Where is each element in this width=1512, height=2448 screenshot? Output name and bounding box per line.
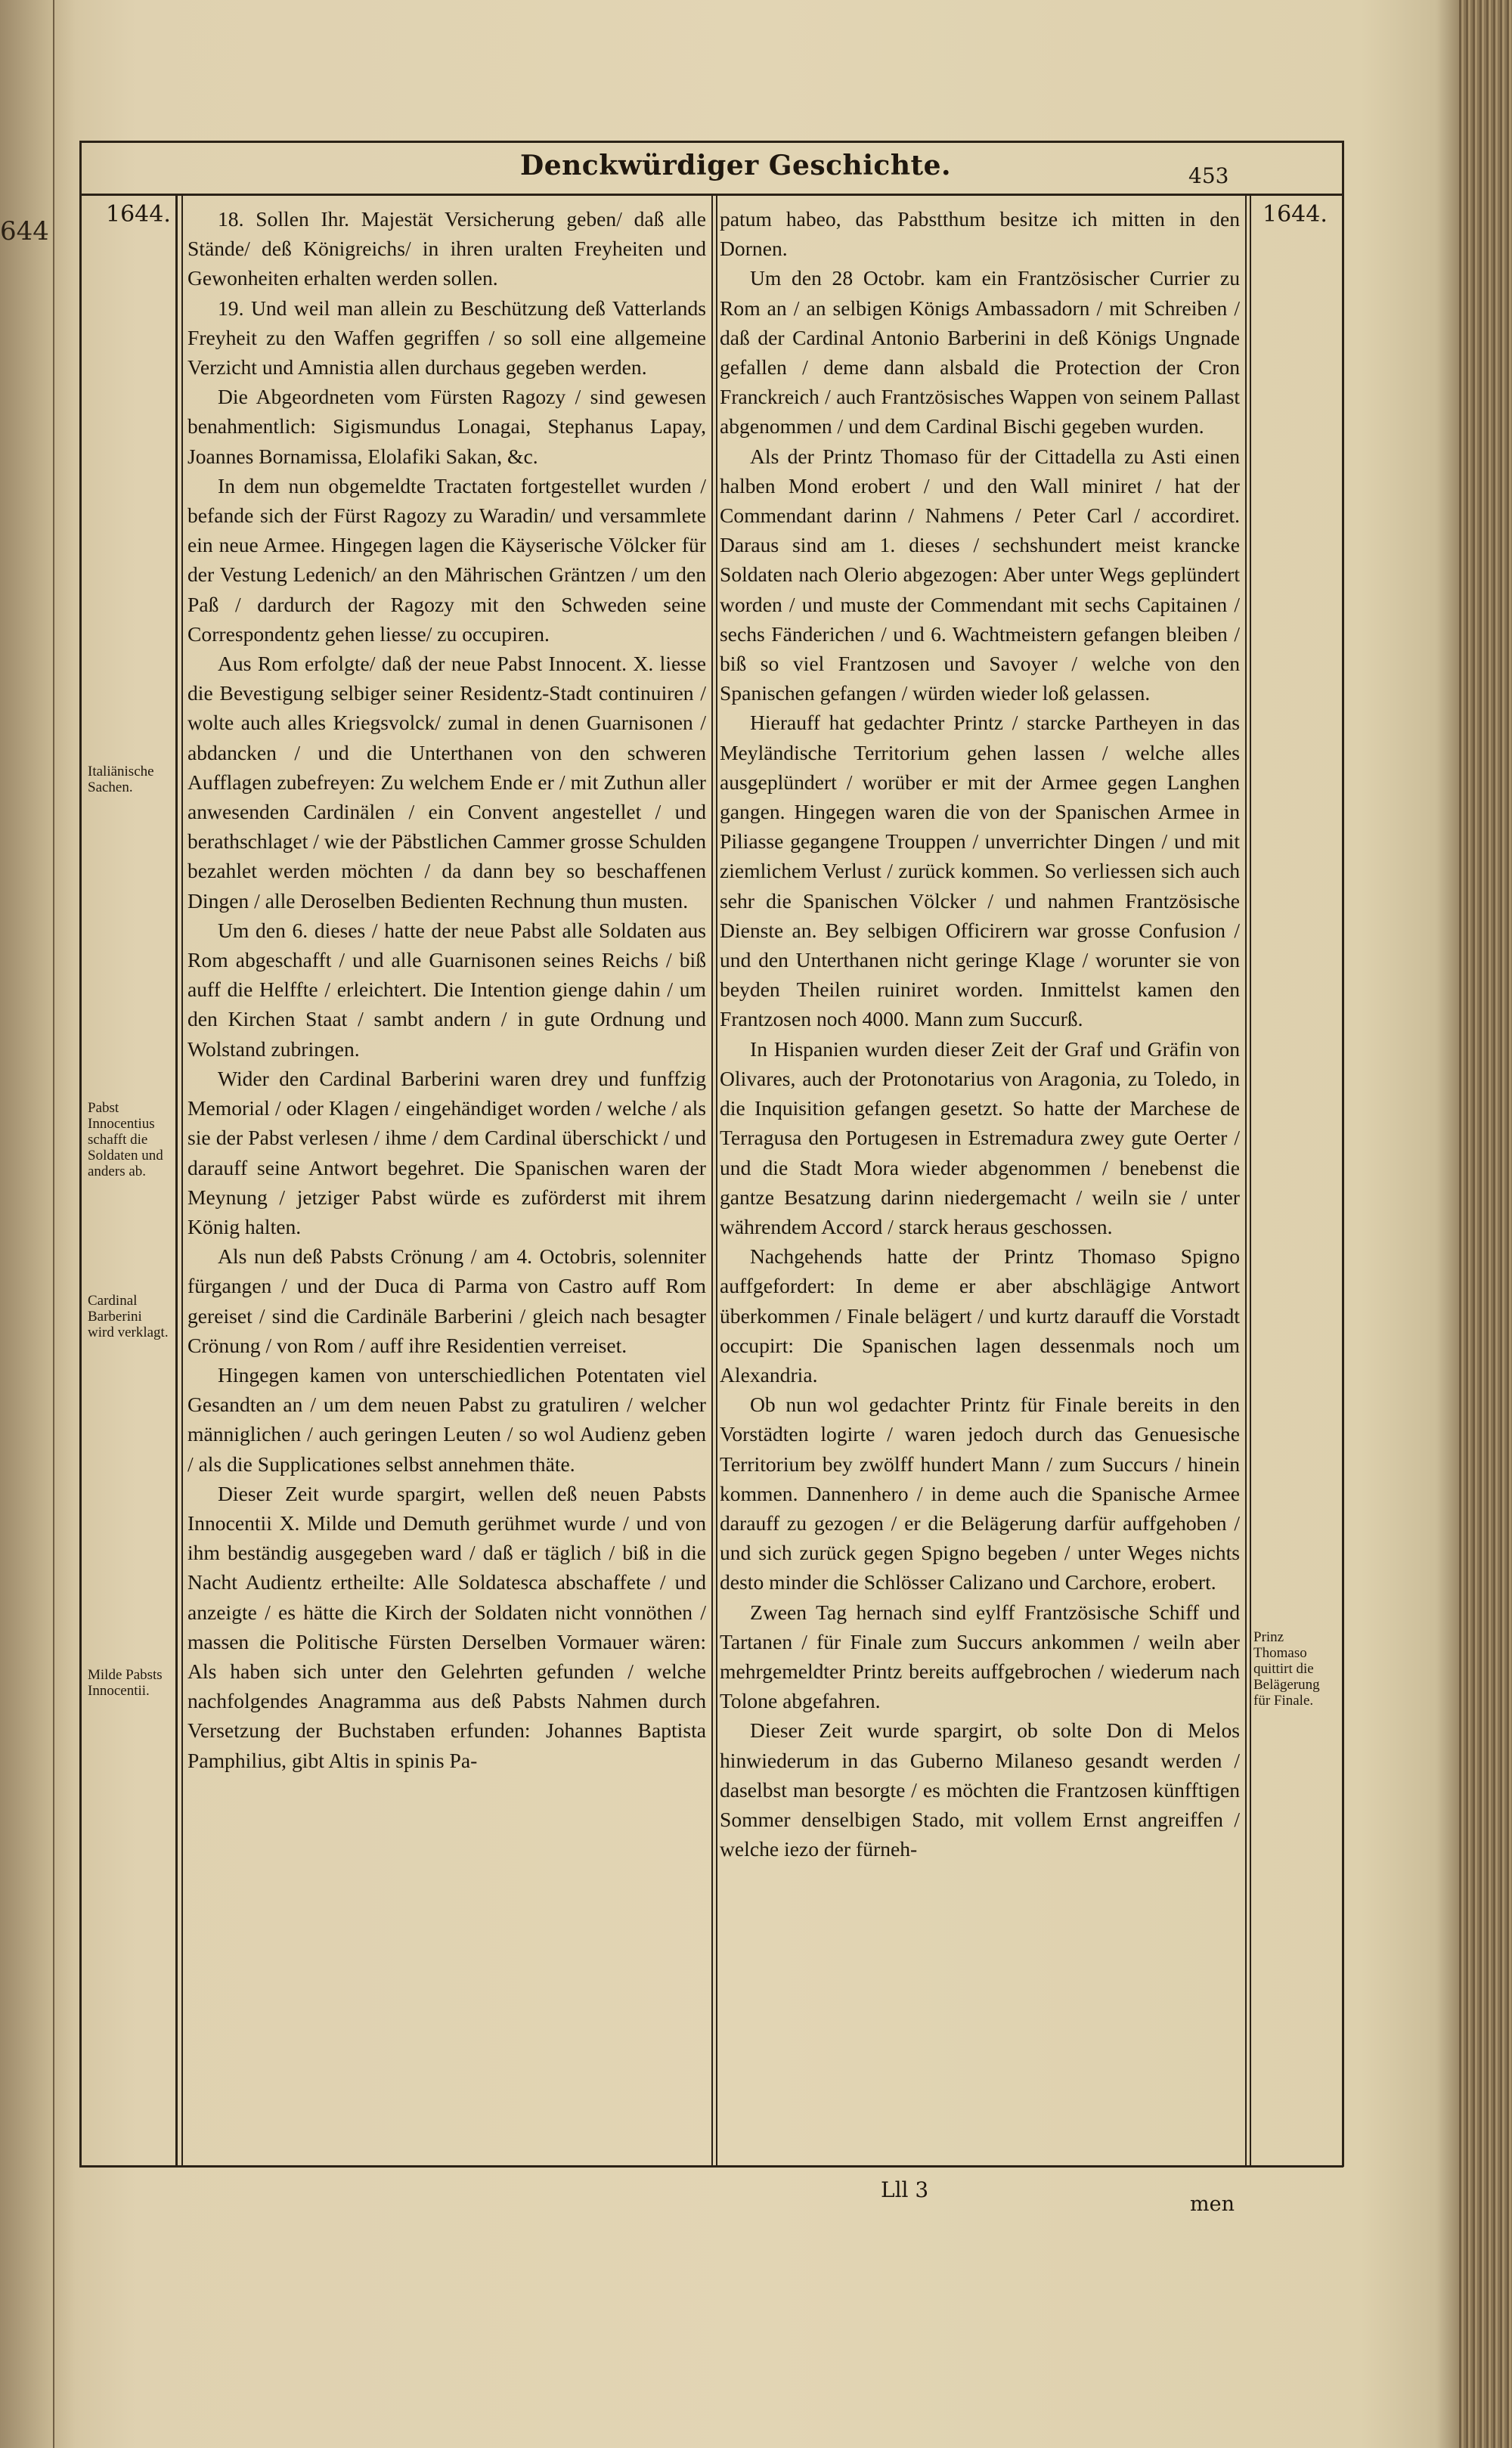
left-margin-rule	[175, 194, 178, 2167]
paragraph: Als nun deß Pabsts Crönung / am 4. Octobris, solenniter fürgangen / und der Duca di Parma von Castro auff Rom gereiset / sind die Cardinäle Barberini / gleich nach besagter Crönung / von Rom / auff ihre Residentien verreiset.	[187, 1244, 706, 1357]
outer-left-rule	[79, 141, 82, 2167]
page-stack-edges	[1459, 0, 1512, 2448]
previous-page-year: 644	[0, 216, 49, 246]
paragraph: Hierauff hat gedachter Printz / starcke Partheyen in das Meyländische Territorium gehen lassen / welche alles ausgeplündert / worüber er mit der Armee gegen Langhen gangen. Hingegen waren die von der Spanischen Armee in Piliasse gegangene Trouppen / unverrichter Dingen / und mit ziemlichem Verlust / zurück kommen. So verliessen sich auch sehr die Spanischen Völcker / und nahmen Frantzösische Dienste an. Bey selbigen Officirern war grosse Confusion / und den Unterthanen nicht geringe Klage / worunter sie von beyden Theilen ruiniret worden. Inmittelst kamen den Frantzosen noch 4000. Mann zum Succurß.	[720, 711, 1240, 1031]
paragraph: Hingegen kamen von unterschiedlichen Potentaten viel Gesandten an / um dem neuen Pabst zu gratuliren / welcher männiglichen / auch geringen Leuten / so wol Audienz geben / als die Supplicationes selbst annehmen thäte.	[187, 1362, 706, 1476]
paragraph: Dieser Zeit wurde spargirt, wellen deß neuen Pabsts Innocentii X. Milde und Demuth gerühmet wurde / und von ihm beständig ausgegeben ward / daß er täglich / biß in die Nacht Audientz ertheilte: Alle Soldatesca abschaffete / und anzeigte / es hätte die Kirch der Soldaten nicht vonnöthen / massen die Politische Fürsten Derselben Vormauer wären: Als haben sich unter den Gelehrten gefunden / welche nachfolgendes Anagramma aus deß Pabsts Nahmen durch Versetzung der Buchstaben erfunden: Johannes Baptista Pamphilius, gibt Altis in spinis Pa-	[187, 1481, 706, 1772]
paragraph: Aus Rom erfolgte/ daß der neue Pabst Innocent. X. liesse die Bevestigung selbiger seiner Residentz-Stadt continuiren / wolte auch alles Kriegsvolck/ zumal in denen Guarnisonen / abdancken / und die Unterthanen von den schweren Aufflagen zubefreyen: Zu welchem Ende er / mit Zuthun aller anwesenden Cardinälen / ein Convent angestellet / und berathschlaget / wie der Päbstlichen Cammer grosse Schulden bezahlet werden möchten / da dann bey so beschaffenen Dingen / alle Deroselben Bedienten Rechnung thun musten.	[187, 652, 706, 913]
paragraph: Um den 28 Octobr. kam ein Frantzösischer Currier zu Rom an / an selbigen Königs Ambassadorn / mit Schreiben / daß der Cardinal Antonio Barberini in deß Königs Ungnade gefallen / deme dann alsbald die Protection der Cron Franckreich / auch Frantzösisches Wappen von seinem Pallast abgenommen / und dem Cardinal Bischi gegeben wurden.	[720, 266, 1240, 438]
top-rule	[79, 141, 1343, 143]
margin-note-pope-soldiers: Pabst Innocentius schafft die Soldaten und anders ab.	[88, 1100, 163, 1179]
year-left: 1644.	[106, 201, 171, 228]
paragraph: In Hispanien wurden dieser Zeit der Graf und Gräfin von Olivares, auch der Protonotarius von Aragonia, zu Toledo, in die Inquisition gefangen gesetzt. So hatte der Marchese de Terragusa den Portugesen in Estremadura zwey gute Oerter / und die Stadt Mora wieder abgenommen / benebenst die gantze Besatzung darinn niedergemacht / weiln sie / unter währendem Accord / starck heraus geschossen.	[720, 1037, 1240, 1238]
column-divider-rule-inner	[716, 194, 717, 2167]
paragraph: Zween Tag hernach sind eylff Frantzösische Schiff und Tartanen / für Finale zum Succurs ankommen / weiln aber mehrgemeldter Printz bereits auffgebrochen / wiederum nach Tolone abgefahren.	[720, 1600, 1240, 1713]
margin-note-italian: Italiänische Sachen.	[88, 764, 154, 795]
outer-right-rule	[1342, 141, 1344, 2167]
signature-mark: Lll 3	[881, 2177, 929, 2202]
right-margin-rule-inner	[1250, 194, 1251, 2167]
catchword: men	[1190, 2192, 1235, 2216]
previous-page-edge	[0, 0, 54, 2448]
paragraph: Um den 6. dieses / hatte der neue Pabst alle Soldaten aus Rom abgeschafft / und alle Guarnisonen seines Reichs / biß auff die Helffte / erleichtert. Die Intention gienge dahin / um den Kirchen Staat / sambt andern / in gute Ordnung und Wolstand zubringen.	[187, 918, 706, 1061]
page-number: 453	[1188, 163, 1229, 188]
margin-note-thomaso-finale: Prinz Thomaso quittirt die Belägerung für Finale.	[1253, 1629, 1320, 1709]
running-head: Denckwürdiger Geschichte.	[520, 150, 952, 181]
paragraph: In dem nun obgemeldte Tractaten fortgestellet wurden / befande sich der Fürst Ragozy zu Waradin/ und versammlete ein neue Armee. Hingegen lagen die Käyserische Völcker für der Vestung Ledenich/ an den Mährischen Gräntzen / um den Paß / dardurch der Ragozy mit den Schweden seine Correspondentz gehen liesse/ zu occupiren.	[187, 473, 706, 646]
paragraph: Die Abgeordneten vom Fürsten Ragozy / sind gewesen benahmentlich: Sigismundus Lonagai, Stephanus Lapay, Joannes Bornamissa, Elolafiki Sakan, &c.	[187, 385, 706, 468]
paragraph: Als der Printz Thomaso für der Cittadella zu Asti einen halben Mond erobert / und den Wall miniret / hat der Commendant darinn / Nahmens / Peter Carl / accordiret. Daraus sind am 1. dieses / sechshundert meist krancke Soldaten nach Olerio abgezogen: Aber unter Wegs geplündert worden / und muste der Commendant mit sechs Capitainen / sechs Fänderichen / und 6. Wachtmeistern gefangen bleiben / biß so viel Frantzosen und Savoyer / welche von den Spanischen gefangen / würden wieder loß gelassen.	[720, 444, 1240, 705]
left-margin-rule-inner	[181, 194, 183, 2167]
margin-note-barberini: Cardinal Barberini wird verklagt.	[88, 1293, 169, 1340]
margin-note-innocent-mildness: Milde Pabsts Innocentii.	[88, 1667, 163, 1699]
paragraph: 18. Sollen Ihr. Majestät Versicherung geben/ daß alle Stände/ deß Königreichs/ in ihren uralten Freyheiten und Gewonheiten erhalten werden sollen.	[187, 207, 706, 290]
column-divider-rule	[711, 194, 713, 2167]
paragraph: patum habeo, das Pabstthum besitze ich mitten in den Dornen.	[720, 207, 1240, 261]
paragraph: Dieser Zeit wurde spargirt, ob solte Don di Melos hinwiederum in das Guberno Milaneso gesandt werden / daselbst man besorgte / es möchten die Frantzosen künfftigen Sommer denselbigen Stado, mit vollem Ernst angreiffen / welche iezo der fürneh-	[720, 1718, 1240, 1861]
right-margin-rule	[1245, 194, 1247, 2167]
left-text-column	[187, 204, 706, 2162]
year-right: 1644.	[1263, 201, 1328, 228]
right-text-column	[720, 204, 1240, 2162]
paragraph: Ob nun wol gedachter Printz für Finale bereits in den Vorstädten logirte / waren jedoch durch das Genuesische Territorium bey zwölff hundert Mann / zum Succurs / hinein kommen. Dannenhero / in deme auch die Spanische Armee darauff zu gezogen / er die Belägerung darfür auffgehoben / und sich zurück gegen Spigno begeben / unter Weges nichts desto minder die Schlösser Calizano und Carchore, erobert.	[720, 1393, 1240, 1594]
paragraph: Nachgehends hatte der Printz Thomaso Spigno auffgefordert: In deme er aber abschlägige Antwort überkommen / Finale belägert / und kurtz darauff die Vorstadt occupirt: Die Spanischen lagen dessenmals noch um Alexandria.	[720, 1244, 1240, 1387]
paragraph: Wider den Cardinal Barberini waren drey und funffzig Memorial / oder Klagen / eingehändiget worden / welche / als sie der Pabst verlesen / ihme / dem Cardinal überschickt / und darauff seine Antwort begehret. Die Spanischen waren der Meynung / jetziger Pabst würde es zuförderst mit ihrem König halten.	[187, 1066, 706, 1238]
paragraph: 19. Und weil man allein zu Beschützung deß Vatterlands Freyheit zu den Waffen gegriffen / so soll eine allgemeine Verzicht und Amnistia allen durchaus gegeben werden.	[187, 296, 706, 380]
